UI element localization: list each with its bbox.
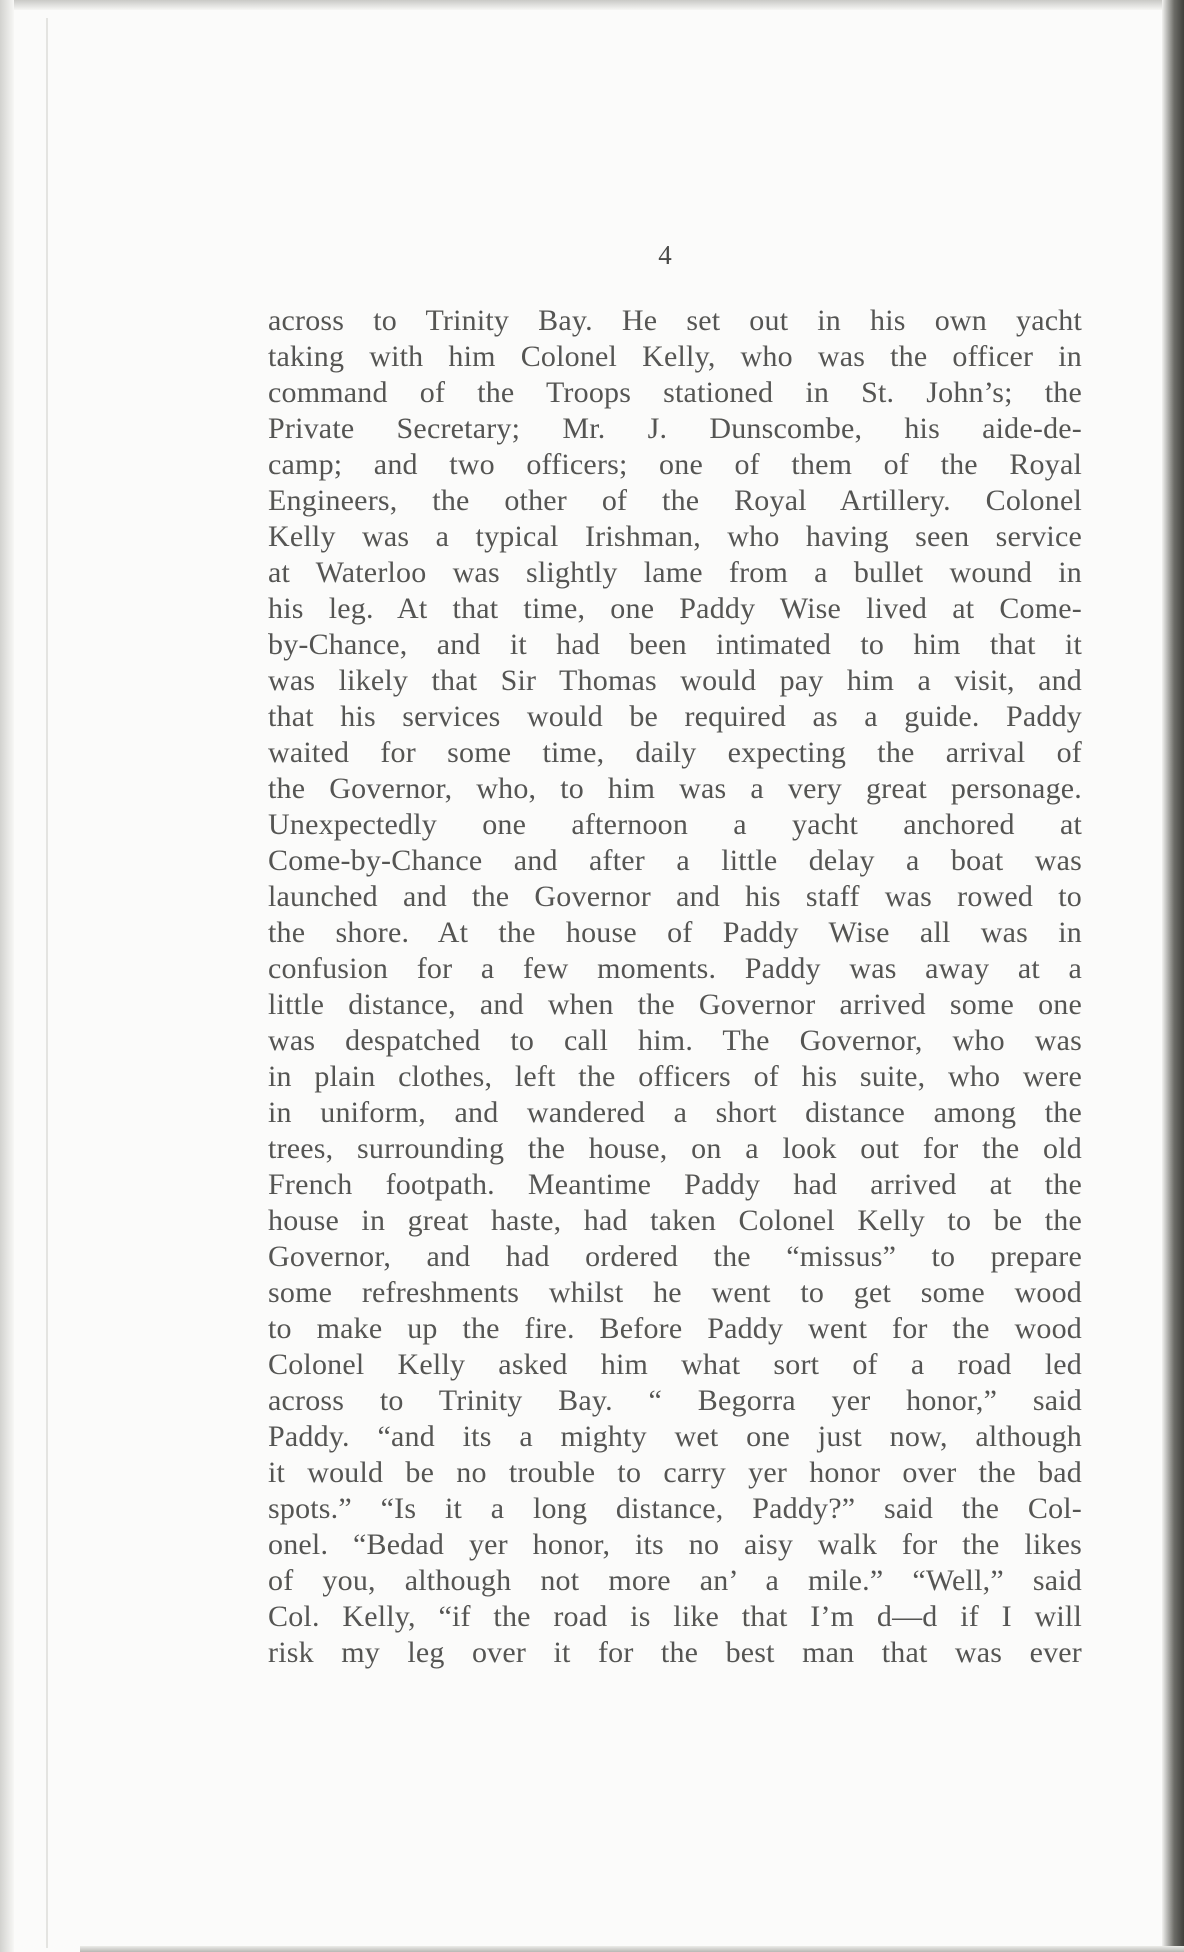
page-top-edge [0,0,1184,10]
text-line: was despatched to call him. The Governor, who was [268,1024,1082,1057]
text-line: of you, although not more an’ a mile.” “Well,” said [268,1564,1082,1597]
text-line: Private Secretary; Mr. J. Dunscombe, his aide-de- [268,412,1082,445]
text-line: it would be no trouble to carry yer honor over the bad [268,1456,1082,1489]
text-line: Governor, and had ordered the “missus” to prepare [268,1240,1082,1273]
text-line: across to Trinity Bay. He set out in his own yacht [268,304,1082,337]
text-line: in plain clothes, left the officers of his suite, who were [268,1060,1082,1093]
text-line: camp; and two officers; one of them of the Royal [268,448,1082,481]
page-binding-line [46,18,48,1948]
text-line: his leg. At that time, one Paddy Wise lived at Come- [268,592,1082,625]
text-line: onel. “Bedad yer honor, its no aisy walk for the likes [268,1528,1082,1561]
text-line: French footpath. Meantime Paddy had arrived at the [268,1168,1082,1201]
body-text [268,303,1082,1671]
text-line: Engineers, the other of the Royal Artillery. Colonel [268,484,1082,517]
text-line: to make up the fire. Before Paddy went for the wood [268,1312,1082,1345]
text-line: waited for some time, daily expecting the arrival of [268,736,1082,769]
text-line: Paddy. “and its a mighty wet one just now, although [268,1420,1082,1453]
text-line: the shore. At the house of Paddy Wise all was in [268,916,1082,949]
text-line: Unexpectedly one afternoon a yacht anchored at [268,808,1082,841]
text-line: some refreshments whilst he went to get some wood [268,1276,1082,1309]
text-line: trees, surrounding the house, on a look out for the old [268,1132,1082,1165]
page-right-edge [1162,0,1184,1952]
text-line: Col. Kelly, “if the road is like that I’m d—d if I will [268,1600,1082,1633]
text-line: Kelly was a typical Irishman, who having seen service [268,520,1082,553]
text-line: was likely that Sir Thomas would pay him a visit, and [268,664,1082,697]
text-line: at Waterloo was slightly lame from a bullet wound in [268,556,1082,589]
page-number: 4 [658,240,672,270]
text-line: across to Trinity Bay. “ Begorra yer honor,” said [268,1384,1082,1417]
text-line: command of the Troops stationed in St. John’s; the [268,376,1082,409]
text-line: taking with him Colonel Kelly, who was the officer in [268,340,1082,373]
text-line: launched and the Governor and his staff was rowed to [268,880,1082,913]
text-line: Come-by-Chance and after a little delay a boat was [268,844,1082,877]
text-line: that his services would be required as a guide. Paddy [268,700,1082,733]
page-bottom-edge [80,1946,1184,1952]
text-line: in uniform, and wandered a short distance among the [268,1096,1082,1129]
text-line: house in great haste, had taken Colonel Kelly to be the [268,1204,1082,1237]
page-left-edge [0,0,14,1952]
text-line: Colonel Kelly asked him what sort of a road led [268,1348,1082,1381]
text-line: confusion for a few moments. Paddy was away at a [268,952,1082,985]
text-line: spots.” “Is it a long distance, Paddy?” said the Col- [268,1492,1082,1525]
text-line: risk my leg over it for the best man that was ever [268,1636,1082,1669]
text-line: little distance, and when the Governor arrived some one [268,988,1082,1021]
text-line: by-Chance, and it had been intimated to him that it [268,628,1082,661]
text-line: the Governor, who, to him was a very great personage. [268,772,1082,805]
